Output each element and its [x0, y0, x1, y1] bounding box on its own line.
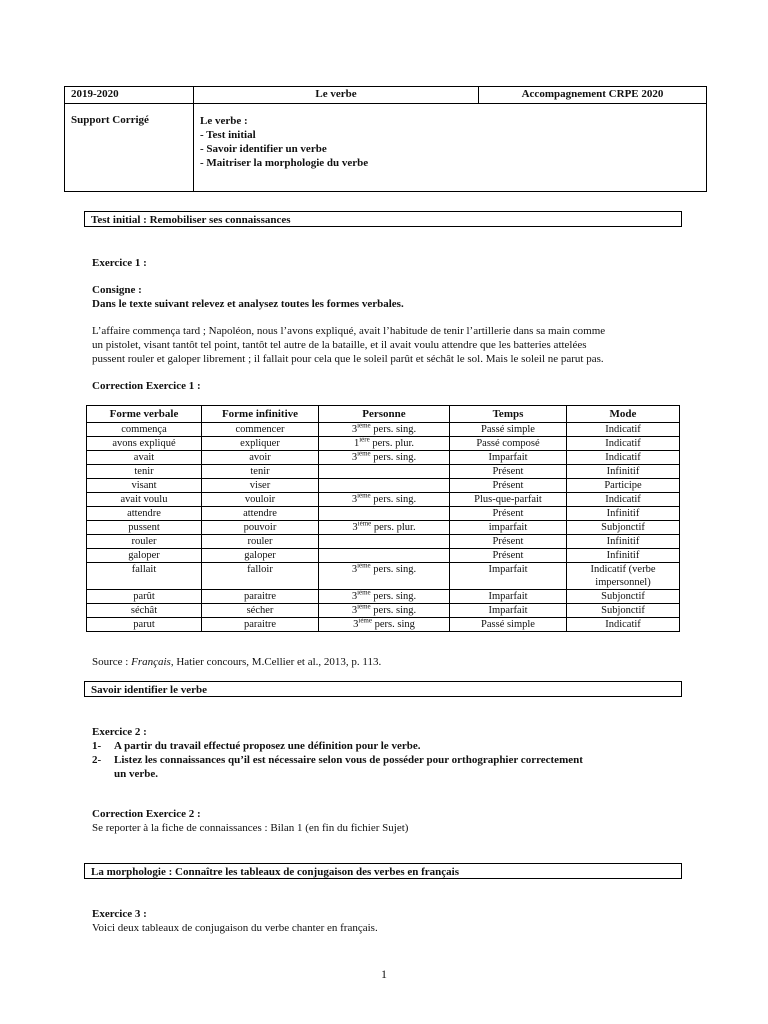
cell-text: attendre — [127, 508, 161, 519]
cell-person — [319, 451, 450, 465]
cell-person — [319, 535, 450, 549]
cell-mode — [567, 563, 680, 590]
person-suffix: ième — [357, 421, 371, 430]
passage-line: un pistolet, visant tantôt tel point, tantôt tel autre de la bataille, et il avait voulu attendre que les batteries attelées — [92, 339, 587, 351]
cell-form — [87, 521, 202, 535]
table-header-row — [87, 406, 680, 423]
table-row — [87, 521, 680, 535]
cell-infinitive — [202, 563, 319, 590]
cell-form — [87, 618, 202, 632]
table-row — [87, 479, 680, 493]
table-row — [87, 563, 680, 590]
cell-text: Indicatif — [605, 619, 641, 630]
cell-text: Infinitif — [606, 508, 640, 519]
person-number: 3 — [351, 591, 358, 602]
header-table — [64, 86, 707, 192]
person-number: 3 — [351, 452, 358, 463]
source-title: Français — [131, 656, 171, 668]
cell-form — [87, 535, 202, 549]
person-suffix: ième — [357, 449, 371, 458]
cell-infinitive — [202, 493, 319, 507]
cell-text: Imparfait — [488, 591, 528, 602]
cell-text: sécher — [246, 605, 274, 616]
cell-infinitive — [202, 507, 319, 521]
header-program: Accompagnement CRPE 2020 — [479, 87, 707, 104]
cell-tense — [450, 479, 567, 493]
table-row — [87, 493, 680, 507]
cell-infinitive — [202, 535, 319, 549]
cell-form — [87, 493, 202, 507]
cell-infinitive — [202, 549, 319, 563]
cell-tense — [450, 507, 567, 521]
cell-mode — [567, 479, 680, 493]
person-suffix: ième — [357, 519, 372, 528]
list-item — [92, 739, 420, 753]
header-contents-line: - Savoir identifier un verbe — [200, 143, 327, 155]
cell-person — [319, 465, 450, 479]
cell-tense — [450, 451, 567, 465]
cell-mode — [567, 451, 680, 465]
cell-text: Présent — [492, 480, 524, 491]
cell-text: Passé simple — [481, 619, 535, 630]
column-header: Personne — [319, 406, 450, 423]
cell-text: séchât — [130, 605, 158, 616]
cell-tense — [450, 535, 567, 549]
header-contents — [194, 104, 707, 192]
cell-infinitive — [202, 437, 319, 451]
person-rest: pers. sing. — [370, 591, 417, 602]
cell-mode — [567, 465, 680, 479]
cell-person — [319, 437, 450, 451]
person-rest: pers. sing. — [370, 564, 417, 575]
section-3-title: La morphologie : Connaître les tableaux de conjugaison des verbes en français — [84, 863, 682, 879]
cell-text: Subjonctif — [601, 605, 645, 616]
cell-form — [87, 563, 202, 590]
cell-text: Imparfait — [488, 605, 528, 616]
person-number: 3 — [351, 494, 358, 505]
cell-person — [319, 549, 450, 563]
person-rest: pers. sing. — [370, 424, 417, 435]
cell-text: avons expliqué — [112, 438, 176, 449]
cell-text: tenir — [134, 466, 154, 477]
cell-mode — [567, 521, 680, 535]
header-title: Le verbe — [194, 87, 479, 104]
cell-text: Indicatif — [605, 438, 641, 449]
cell-mode — [567, 507, 680, 521]
cell-tense — [450, 465, 567, 479]
cell-text: Participe — [604, 480, 642, 491]
cell-form — [87, 451, 202, 465]
table-row — [87, 618, 680, 632]
table-row — [87, 437, 680, 451]
cell-tense — [450, 493, 567, 507]
list-item-text: A partir du travail effectué proposez une définition pour le verbe. — [114, 740, 421, 752]
cell-infinitive — [202, 521, 319, 535]
cell-text: impersonnel) — [595, 577, 651, 588]
person-suffix: ième — [357, 491, 371, 500]
cell-tense — [450, 618, 567, 632]
cell-person — [319, 423, 450, 437]
cell-infinitive — [202, 423, 319, 437]
table-row — [87, 535, 680, 549]
cell-text: tenir — [250, 466, 270, 477]
cell-text: Infinitif — [606, 550, 640, 561]
list-item-number: 2- — [92, 754, 102, 766]
cell-tense — [450, 521, 567, 535]
table-row — [87, 507, 680, 521]
cell-text: Indicatif — [605, 452, 641, 463]
column-header: Forme verbale — [87, 406, 202, 423]
cell-person — [319, 590, 450, 604]
cell-infinitive — [202, 604, 319, 618]
table-row — [87, 465, 680, 479]
cell-text: Passé simple — [481, 424, 535, 435]
cell-text: Présent — [492, 466, 524, 477]
cell-text: pouvoir — [243, 522, 277, 533]
header-contents-line: - Maitriser la morphologie du verbe — [200, 157, 369, 169]
header-contents-line: Le verbe : — [200, 115, 248, 127]
cell-person — [319, 618, 450, 632]
cell-person — [319, 604, 450, 618]
cell-text: rouler — [131, 536, 157, 547]
cell-text: falloir — [247, 564, 273, 575]
passage-line: L’affaire commença tard ; Napoléon, nous l’avons expliqué, avait l’habitude de tenir l’artillerie dans sa main comme — [92, 325, 606, 337]
page-number: 1 — [381, 967, 387, 981]
cell-text: attendre — [243, 508, 277, 519]
person-suffix: ième — [357, 561, 371, 570]
list-item-continuation: un verbe. — [114, 768, 158, 780]
cell-text: viser — [249, 480, 271, 491]
cell-text: parut — [133, 619, 155, 630]
cell-text: Passé composé — [476, 438, 540, 449]
consigne-text: Dans le texte suivant relevez et analysez toutes les formes verbales. — [92, 298, 404, 310]
header-support: Support Corrigé — [65, 104, 194, 192]
section-1-title: Test initial : Remobiliser ses connaissances — [84, 211, 682, 227]
cell-mode — [567, 535, 680, 549]
exercise-2-label: Exercice 2 : — [92, 726, 147, 738]
passage-line: pussent rouler et galoper librement ; il fallait pour cela que le soleil parût et séchât le sol. Mais le soleil ne parut pas. — [92, 353, 604, 365]
cell-tense — [450, 563, 567, 590]
cell-person — [319, 521, 450, 535]
table-row — [87, 423, 680, 437]
cell-infinitive — [202, 590, 319, 604]
cell-text: galoper — [128, 550, 160, 561]
person-suffix: ième — [357, 588, 371, 597]
cell-text: visant — [131, 480, 157, 491]
cell-text: Subjonctif — [601, 522, 645, 533]
cell-text: commença — [121, 424, 167, 435]
cell-tense — [450, 604, 567, 618]
cell-form — [87, 437, 202, 451]
cell-person — [319, 563, 450, 590]
cell-text: commencer — [235, 424, 285, 435]
verb-analysis-table — [86, 405, 680, 632]
source-prefix: Source : — [92, 656, 132, 668]
person-rest: pers. plur. — [369, 438, 415, 449]
cell-text: Indicatif (verbe — [590, 564, 656, 575]
person-number: 3 — [351, 605, 358, 616]
table-row — [87, 590, 680, 604]
person-suffix: ière — [359, 435, 370, 444]
person-number: 1 — [353, 438, 360, 449]
person-number: 3 — [352, 522, 358, 533]
cell-person — [319, 507, 450, 521]
correction-1-label: Correction Exercice 1 : — [92, 380, 201, 392]
source-rest: , Hatier concours, M.Cellier et al., 2013, p. 113. — [170, 656, 382, 668]
cell-tense — [450, 423, 567, 437]
person-rest: pers. sing. — [370, 605, 417, 616]
exercise-3-label: Exercice 3 : — [92, 908, 147, 920]
cell-text: Plus-que-parfait — [474, 494, 542, 505]
cell-text: avait voulu — [120, 494, 168, 505]
column-header: Forme infinitive — [202, 406, 319, 423]
list-item-text: Listez les connaissances qu’il est nécessaire selon vous de posséder pour orthographier correctement — [114, 754, 583, 766]
cell-text: Indicatif — [605, 424, 641, 435]
person-number: 3 — [351, 564, 358, 575]
cell-mode — [567, 423, 680, 437]
cell-mode — [567, 590, 680, 604]
cell-form — [87, 479, 202, 493]
cell-text: fallait — [131, 564, 157, 575]
cell-tense — [450, 549, 567, 563]
list-item — [92, 753, 583, 767]
cell-mode — [567, 604, 680, 618]
cell-infinitive — [202, 451, 319, 465]
cell-mode — [567, 549, 680, 563]
table-row — [87, 549, 680, 563]
cell-mode — [567, 618, 680, 632]
cell-infinitive — [202, 479, 319, 493]
cell-text: Imparfait — [488, 564, 528, 575]
cell-infinitive — [202, 618, 319, 632]
cell-tense — [450, 437, 567, 451]
cell-text: Imparfait — [488, 452, 528, 463]
list-item-number: 1- — [92, 740, 102, 752]
cell-tense — [450, 590, 567, 604]
cell-text: galoper — [244, 550, 276, 561]
cell-form — [87, 590, 202, 604]
cell-text: rouler — [247, 536, 273, 547]
cell-text: paraitre — [243, 591, 277, 602]
column-header: Mode — [567, 406, 680, 423]
cell-mode — [567, 437, 680, 451]
cell-text: paraitre — [243, 619, 277, 630]
table-row — [87, 604, 680, 618]
person-rest: pers. sing. — [370, 494, 417, 505]
cell-person — [319, 493, 450, 507]
exercise-3-text: Voici deux tableaux de conjugaison du verbe chanter en français. — [92, 922, 378, 934]
cell-text: Subjonctif — [601, 591, 645, 602]
header-contents-line: - Test initial — [200, 129, 256, 141]
cell-text: Indicatif — [605, 494, 641, 505]
source-citation — [92, 655, 381, 669]
person-suffix: ième — [357, 602, 371, 611]
cell-text: Infinitif — [606, 536, 640, 547]
section-2-title: Savoir identifier le verbe — [84, 681, 682, 697]
cell-form — [87, 423, 202, 437]
correction-2-label: Correction Exercice 2 : — [92, 808, 201, 820]
cell-text: avait — [133, 452, 155, 463]
cell-text: Présent — [492, 508, 524, 519]
person-number: 3 — [351, 424, 358, 435]
person-rest: pers. sing. — [370, 452, 417, 463]
table-row — [87, 451, 680, 465]
cell-text: imparfait — [488, 522, 528, 533]
cell-person — [319, 479, 450, 493]
exercise-1-label: Exercice 1 : — [92, 257, 147, 269]
cell-infinitive — [202, 465, 319, 479]
cell-form — [87, 465, 202, 479]
cell-text: avoir — [249, 452, 271, 463]
header-year: 2019-2020 — [65, 87, 194, 104]
cell-text: vouloir — [244, 494, 276, 505]
person-rest: pers. plur. — [371, 522, 416, 533]
column-header: Temps — [450, 406, 567, 423]
cell-mode — [567, 493, 680, 507]
person-number: 3 — [353, 619, 359, 630]
cell-text: pussent — [128, 522, 160, 533]
cell-text: Infinitif — [606, 466, 640, 477]
cell-text: expliquer — [240, 438, 280, 449]
consigne-label: Consigne : — [92, 284, 142, 296]
person-suffix: ième — [358, 616, 372, 625]
cell-text: parût — [133, 591, 155, 602]
person-rest: pers. sing — [371, 619, 415, 630]
cell-text: Présent — [492, 536, 524, 547]
cell-form — [87, 549, 202, 563]
cell-form — [87, 604, 202, 618]
cell-form — [87, 507, 202, 521]
cell-text: Présent — [492, 550, 524, 561]
correction-2-text: Se reporter à la fiche de connaissances : Bilan 1 (en fin du fichier Sujet) — [92, 822, 409, 834]
